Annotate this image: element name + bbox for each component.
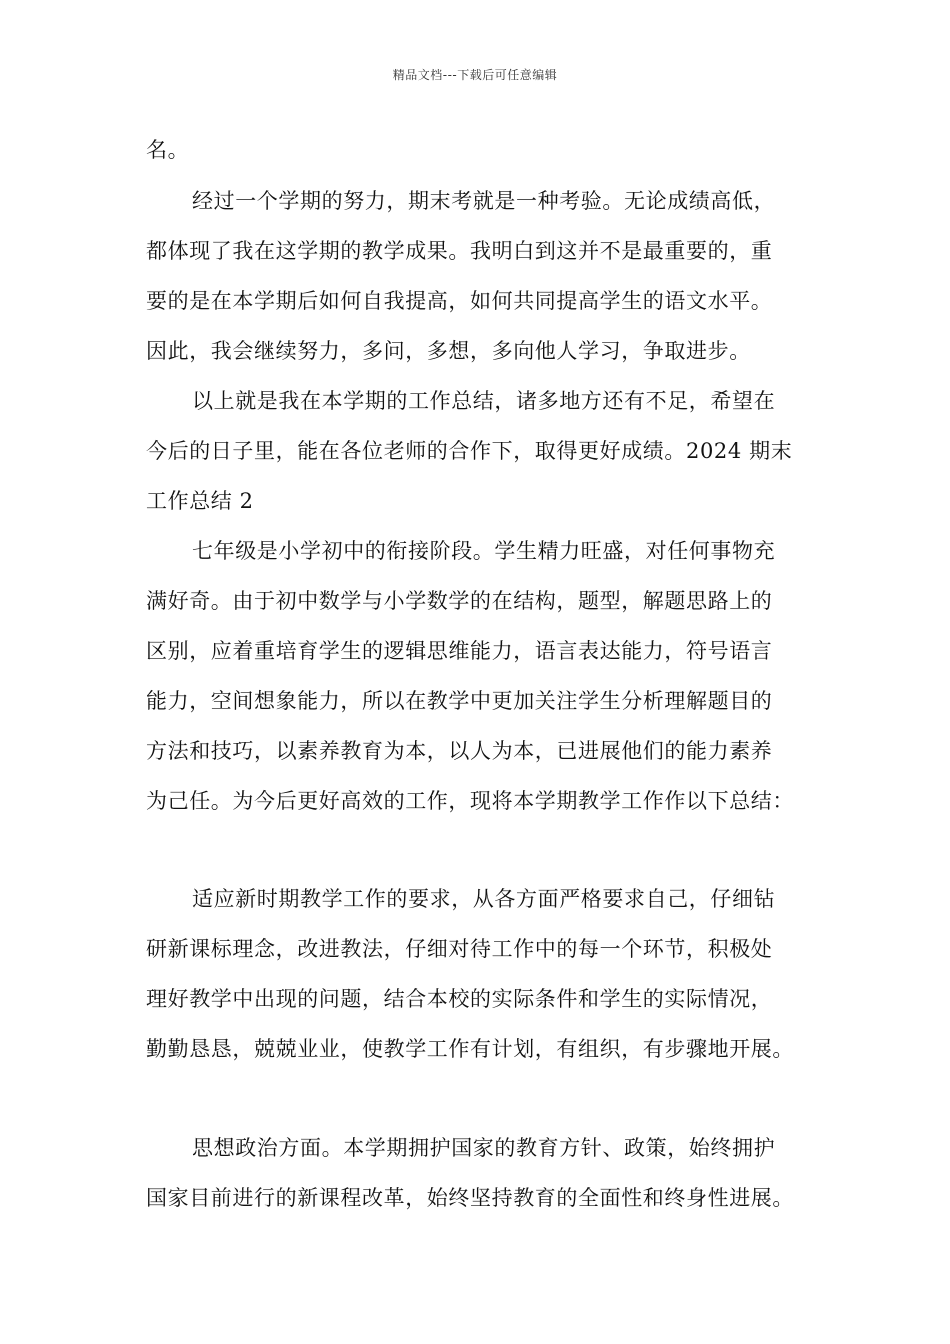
page-header: 精品文档---下载后可任意编辑 — [392, 68, 558, 82]
text-line: 名。 — [146, 138, 190, 162]
text-line: 方法和技巧，以素养教育为本，以人为本，已进展他们的能力素养 — [146, 739, 773, 763]
text-line: 要的是在本学期后如何自我提高，如何共同提高学生的语文水平。 — [146, 289, 773, 313]
text-line: 国家目前进行的新课程改革，始终坚持教育的全面性和终身性进展。 — [146, 1186, 794, 1210]
text-line: 为己任。为今后更好高效的工作，现将本学期教学工作作以下总结： — [146, 789, 794, 813]
text-line: 以上就是我在本学期的工作总结，诸多地方还有不足，希望在 — [192, 389, 776, 413]
text-line: 研新课标理念，改进教法，仔细对待工作中的每一个环节，积极处 — [146, 937, 773, 961]
text-line: 理好教学中出现的问题，结合本校的实际条件和学生的实际情况， — [146, 987, 773, 1011]
text-line: 工作总结 2 — [146, 489, 254, 513]
text-line: 今后的日子里，能在各位老师的合作下，取得更好成绩。2024 期末 — [146, 439, 793, 463]
text-line: 满好奇。由于初中数学与小学数学的在结构，题型，解题思路上的 — [146, 589, 773, 613]
text-line: 区别，应着重培育学生的逻辑思维能力，语言表达能力，符号语言 — [146, 639, 773, 663]
text-line: 勤勤恳恳，兢兢业业，使教学工作有计划，有组织，有步骤地开展。 — [146, 1037, 794, 1061]
text-line: 能力，空间想象能力，所以在教学中更加关注学生分析理解题目的 — [146, 689, 773, 713]
text-line: 经过一个学期的努力，期末考就是一种考验。无论成绩高低， — [192, 189, 776, 213]
text-line: 因此，我会继续努力，多问，多想，多向他人学习，争取进步。 — [146, 339, 751, 363]
text-line: 适应新时期教学工作的要求，从各方面严格要求自己，仔细钻 — [192, 887, 776, 911]
text-line: 思想政治方面。本学期拥护国家的教育方针、政策，始终拥护 — [192, 1136, 776, 1160]
text-line: 七年级是小学初中的衔接阶段。学生精力旺盛，对任何事物充 — [192, 539, 776, 563]
text-line: 都体现了我在这学期的教学成果。我明白到这并不是最重要的，重 — [146, 239, 773, 263]
